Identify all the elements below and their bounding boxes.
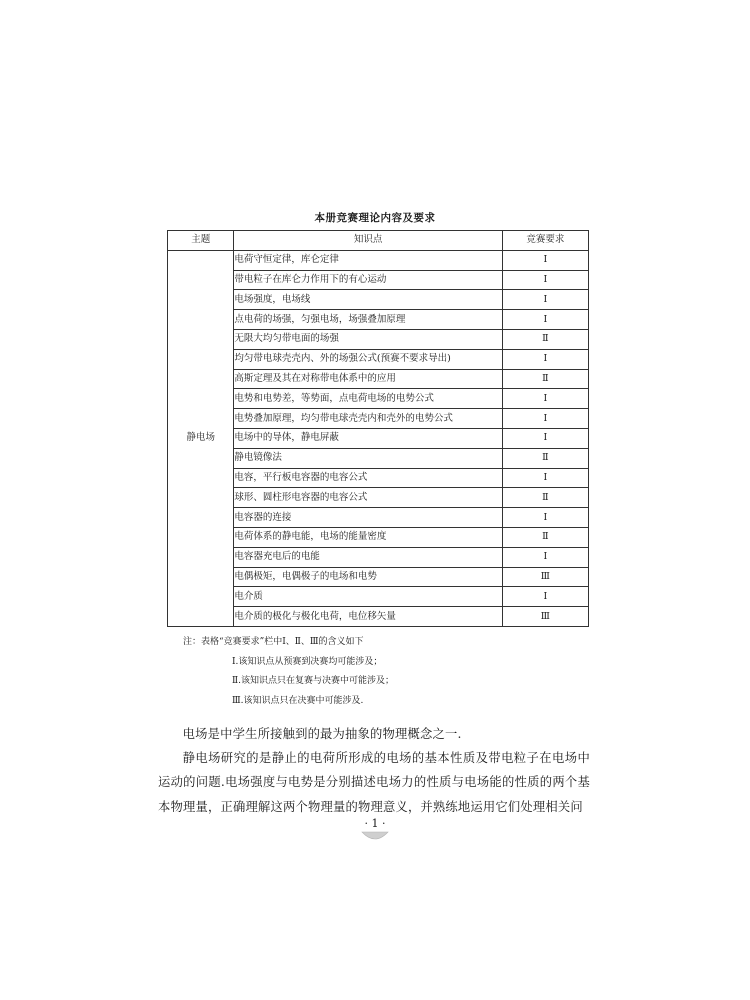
header-knowledge: 知识点 (234, 231, 502, 251)
level-cell: Ⅰ (502, 290, 588, 310)
level-cell: Ⅰ (502, 547, 588, 567)
header-level: 竞赛要求 (502, 231, 588, 251)
level-cell: Ⅰ (502, 409, 588, 429)
level-cell: Ⅰ (502, 468, 588, 488)
table-title: 本册竞赛理论内容及要求 (314, 212, 436, 224)
knowledge-cell: 电容，平行板电容器的电容公式 (234, 468, 502, 488)
knowledge-cell: 电荷体系的静电能，电场的能量密度 (234, 527, 502, 547)
page-number: · 1 · (364, 817, 386, 830)
knowledge-cell: 球形、圆柱形电容器的电容公式 (234, 488, 502, 508)
level-cell: Ⅰ (502, 270, 588, 290)
knowledge-cell: 电介质 (234, 587, 502, 607)
knowledge-cell: 无限大均匀带电面的场强 (234, 329, 502, 349)
level-cell: Ⅲ (502, 607, 588, 627)
header-topic: 主题 (168, 231, 234, 251)
level-cell: Ⅰ (502, 389, 588, 409)
knowledge-cell: 均匀带电球壳壳内、外的场强公式(预赛不要求导出) (234, 349, 502, 369)
body-text (158, 722, 590, 819)
body-paragraph: 静电场研究的是静止的电荷所形成的电场的基本性质及带电粒子在电场中运动的问题.电场强度与电势是分别描述电场力的性质与电场能的性质的两个基本物理量，正确理解这两个物理量的物理意义，并熟练地运用它们处理相关问 (158, 751, 590, 814)
level-cell: Ⅰ (502, 349, 588, 369)
topic-cell: 静电场 (168, 250, 234, 626)
level-cell: Ⅰ (502, 428, 588, 448)
level-cell: Ⅱ (502, 527, 588, 547)
knowledge-cell: 高斯定理及其在对称带电体系中的应用 (234, 369, 502, 389)
knowledge-cell: 电势叠加原理，均匀带电球壳壳内和壳外的电势公式 (234, 409, 502, 429)
knowledge-cell: 静电镜像法 (234, 448, 502, 468)
notes-heading: 注：表格“竞赛要求”栏中Ⅰ、Ⅱ、Ⅲ的含义如下 (183, 637, 364, 647)
knowledge-cell: 电偶极矩，电偶极子的电场和电势 (234, 567, 502, 587)
knowledge-cell: 带电粒子在库仑力作用下的有心运动 (234, 270, 502, 290)
knowledge-cell: 电容器充电后的电能 (234, 547, 502, 567)
knowledge-cell: 电容器的连接 (234, 508, 502, 528)
note-item: Ⅱ.该知识点只在复赛与决赛中可能涉及； (232, 676, 394, 686)
note-item: Ⅲ.该知识点只在决赛中可能涉及. (232, 695, 364, 706)
level-cell: Ⅱ (502, 329, 588, 349)
table-notes (183, 633, 394, 711)
level-cell: Ⅰ (502, 508, 588, 528)
level-cell: Ⅱ (502, 369, 588, 389)
level-cell: Ⅱ (502, 488, 588, 508)
requirements-table (167, 230, 589, 627)
table-header-row (168, 231, 589, 251)
knowledge-cell: 电荷守恒定律，库仑定律 (234, 250, 502, 270)
level-cell: Ⅰ (502, 250, 588, 270)
knowledge-cell: 电场强度，电场线 (234, 290, 502, 310)
level-cell: Ⅰ (502, 587, 588, 607)
page-ornament-icon (360, 830, 390, 842)
level-cell: Ⅰ (502, 310, 588, 330)
level-cell: Ⅱ (502, 448, 588, 468)
knowledge-cell: 电势和电势差，等势面，点电荷电场的电势公式 (234, 389, 502, 409)
table-row (168, 250, 589, 270)
knowledge-cell: 点电荷的场强，匀强电场，场强叠加原理 (234, 310, 502, 330)
note-item: Ⅰ.该知识点从预赛到决赛均可能涉及； (232, 656, 383, 667)
level-cell: Ⅲ (502, 567, 588, 587)
body-paragraph: 电场是中学生所接触到的最为抽象的物理概念之一. (182, 727, 462, 741)
knowledge-cell: 电介质的极化与极化电荷，电位移矢量 (234, 607, 502, 627)
knowledge-cell: 电场中的导体，静电屏蔽 (234, 428, 502, 448)
